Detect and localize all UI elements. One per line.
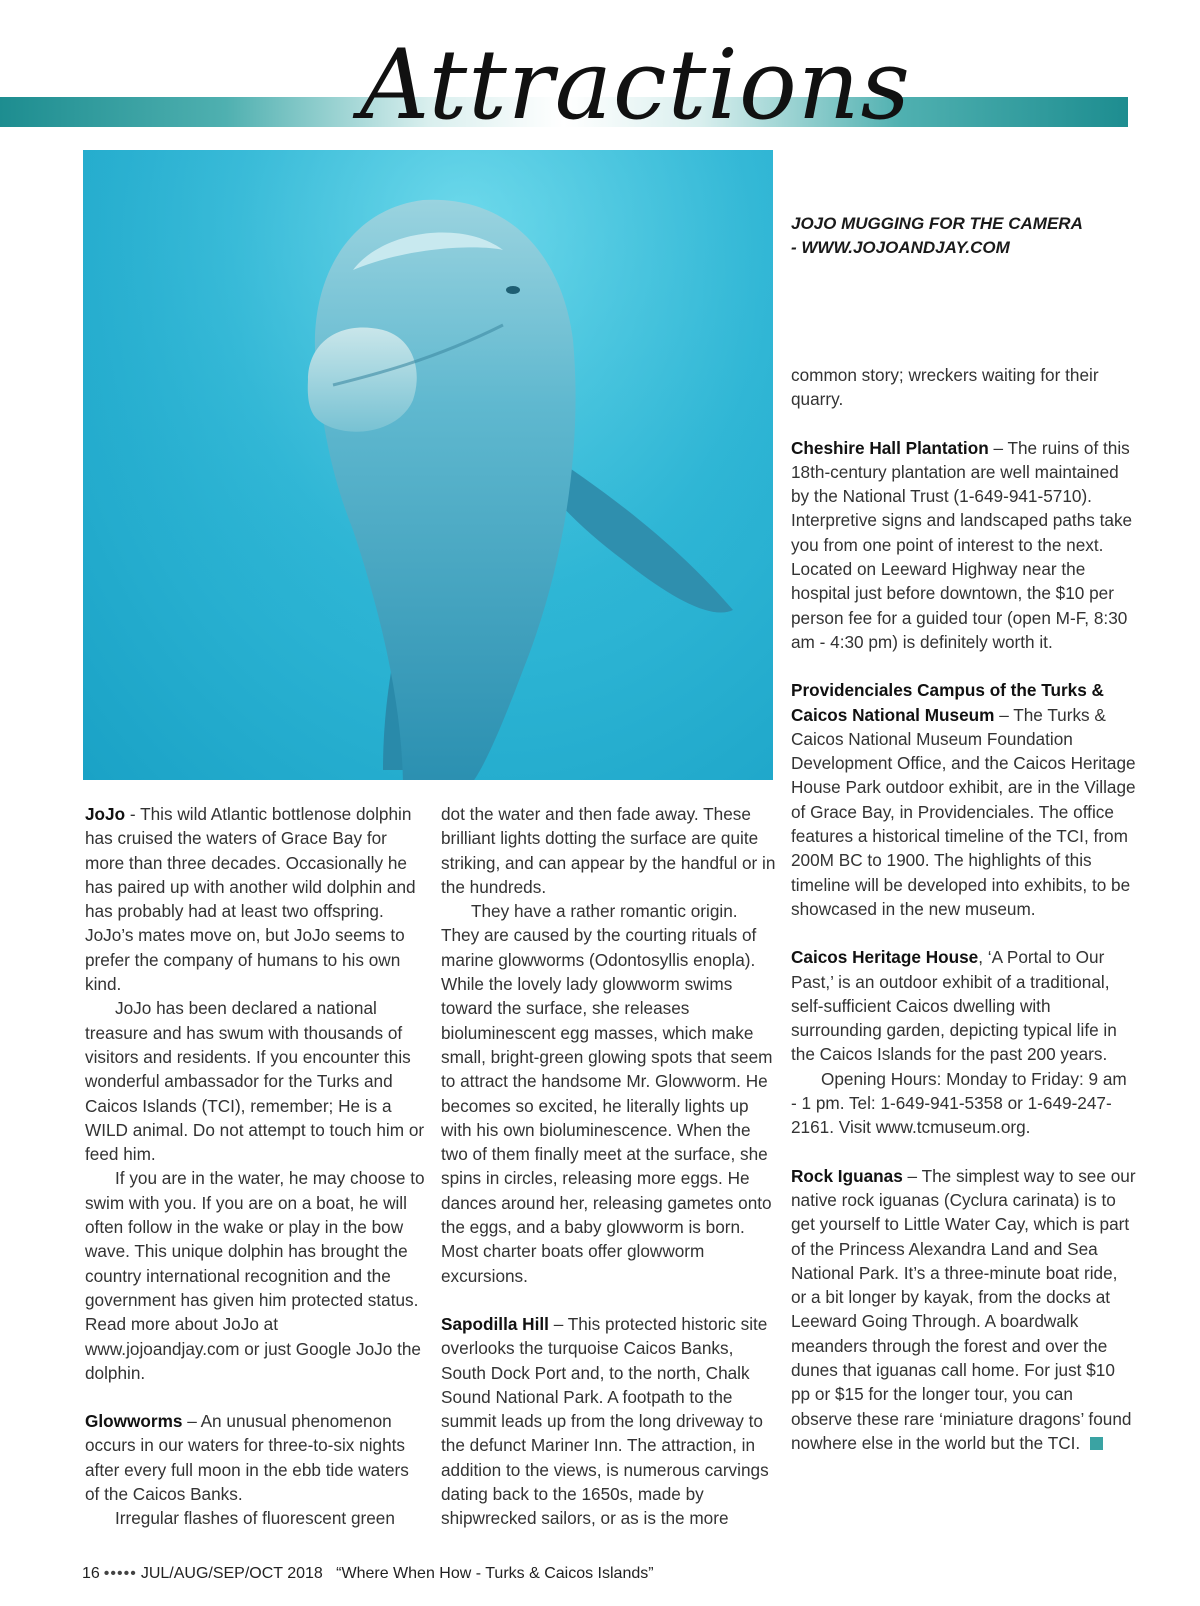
- caption-line: - WWW.JOJOANDJAY.COM: [791, 238, 1010, 257]
- entry-heading: Glowworms: [85, 1411, 183, 1432]
- paragraph: [441, 1312, 776, 1531]
- article-column-3: [791, 363, 1136, 1455]
- paragraph: [85, 1409, 425, 1506]
- paragraph-text: – This protected historic site overlooks the turquoise Caicos Banks, South Dock Port and, to the north, Chalk Sound National Park. A footpath to the summit leads up from the long driveway to the defunct Mariner Inn. The attraction, in addition to the views, is numerous carvings dating back to the 1650s, made by shipwrecked sailors, or as is the more: [441, 1313, 769, 1529]
- paragraph-text: - This wild Atlantic bottlenose dolphin has cruised the waters of Grace Bay for more than three decades. Occasionally he has paired up with another wild dolphin and has probably had at least two offspring. JoJo’s mates move on, but JoJo seems to prefer the company of humans to his own kind.: [85, 804, 416, 995]
- paragraph-text: – The simplest way to see our native rock iguanas (Cyclura carinata) is to get yourself to Little Water Cay, which is part of the Princess Alexandra Land and Sea National Park. It’s a three-minute boat ride, or a bit longer by kayak, from the docks at Leeward Going Through. A boardwalk meanders through the forest and over the dunes that iguanas call home. For just $10 pp or $15 for the longer tour, you can observe these rare ‘miniature dragons’ found nowhere else in the world but the TCI.: [791, 1165, 1136, 1453]
- paragraph: dot the water and then fade away. These brilliant lights dotting the surface are quite striking, and can appear by the handful or in the hundreds.: [441, 804, 776, 897]
- paragraph-text: , ‘A Portal to Our Past,’ is an outdoor exhibit of a traditional, self-sufficient Caicos dwelling with surrounding garden, depicting typical life in the Caicos Islands for the past 200 years.: [791, 947, 1117, 1065]
- paragraph: common story; wreckers waiting for their quarry.: [791, 365, 1099, 410]
- entry-heading: Caicos Heritage House: [791, 947, 979, 968]
- footer-dots: •••••: [103, 1565, 137, 1582]
- paragraph: Irregular flashes of fluorescent green: [115, 1508, 395, 1529]
- issue-date: JUL/AUG/SEP/OCT 2018: [140, 1565, 323, 1582]
- paragraph: Opening Hours: Monday to Friday: 9 am - 1 pm. Tel: 1-649-941-5358 or 1-649-247-2161. Visit www.tcmuseum.org.: [791, 1068, 1127, 1138]
- paragraph-text: – The ruins of this 18th-century plantation are well maintained by the National Trust (1-649-941-5710). Interpretive signs and landscaped paths take you from one point of interest to the next. Located on Leeward Highway near the hospital just before downtown, the $10 per person fee for a guided tour (open M-F, 8:30 am - 4:30 pm) is definitely worth it.: [791, 437, 1133, 652]
- article-column-1: [85, 802, 425, 1531]
- entry-heading: JoJo: [85, 804, 126, 824]
- paragraph: [791, 436, 1136, 655]
- caption-line: JOJO MUGGING FOR THE CAMERA: [791, 214, 1083, 233]
- publication-name: “Where When How - Turks & Caicos Islands”: [336, 1565, 654, 1582]
- paragraph-text: – The Turks & Caicos National Museum Foundation Development Office, and the Caicos Heritage House Park outdoor exhibit, are in the Village of Grace Bay, in Providenciales. The office features a historical timeline of the TCI, from 200M BC to 1900. The highlights of this timeline will be developed into exhibits, to be showcased in the new museum.: [791, 704, 1136, 919]
- paragraph: [791, 678, 1136, 921]
- paragraph: If you are in the water, he may choose to swim with you. If you are on a boat, he will often follow in the wake or play in the bow wave. This unique dolphin has brought the country international recognition and the government has given him protected status. Read more about JoJo at www.jojoandjay.com or just Google JoJo the dolphin.: [85, 1168, 425, 1383]
- entry-heading: Providenciales Campus of the Turks & Caicos National Museum: [791, 680, 1104, 725]
- page-number: 16: [82, 1565, 100, 1582]
- paragraph: They have a rather romantic origin. They are caused by the courting rituals of marine glowworms (Odontosyllis enopla). While the lovely lady glowworm swims toward the surface, she releases bioluminescent egg masses, which make small, bright-green glowing spots that seem to attract the handsome Mr. Glowworm. He becomes so excited, he literally lights up with his own bioluminescence. When the two of them finally meet at the surface, she spins in circles, releasing more eggs. He dances around her, releasing gametes onto the eggs, and a baby glowworm is born. Most charter boats offer glowworm excursions.: [441, 901, 773, 1286]
- photo-caption: [791, 212, 1121, 260]
- section-title: Attractions: [360, 29, 911, 141]
- end-of-article-square-icon: [1090, 1437, 1103, 1450]
- entry-heading: Sapodilla Hill: [441, 1313, 549, 1334]
- dolphin-photo: [83, 150, 773, 780]
- entry-heading: Cheshire Hall Plantation: [791, 437, 989, 458]
- entry-heading: Rock Iguanas: [791, 1165, 903, 1186]
- article-column-2: [441, 802, 776, 1531]
- paragraph: [791, 1164, 1136, 1456]
- paragraph: [791, 945, 1136, 1066]
- paragraph: JoJo has been declared a national treasure and has swum with thousands of visitors and residents. If you encounter this wonderful ambassador for the Turks and Caicos Islands (TCI), remember; He is a WILD animal. Do not attempt to touch him or feed him.: [85, 998, 425, 1165]
- paragraph-text: – An unusual phenomenon occurs in our waters for three-to-six nights after every full moon in the ebb tide waters of the Caicos Banks.: [85, 1411, 409, 1505]
- paragraph: [85, 802, 425, 996]
- page-footer: [82, 1565, 654, 1583]
